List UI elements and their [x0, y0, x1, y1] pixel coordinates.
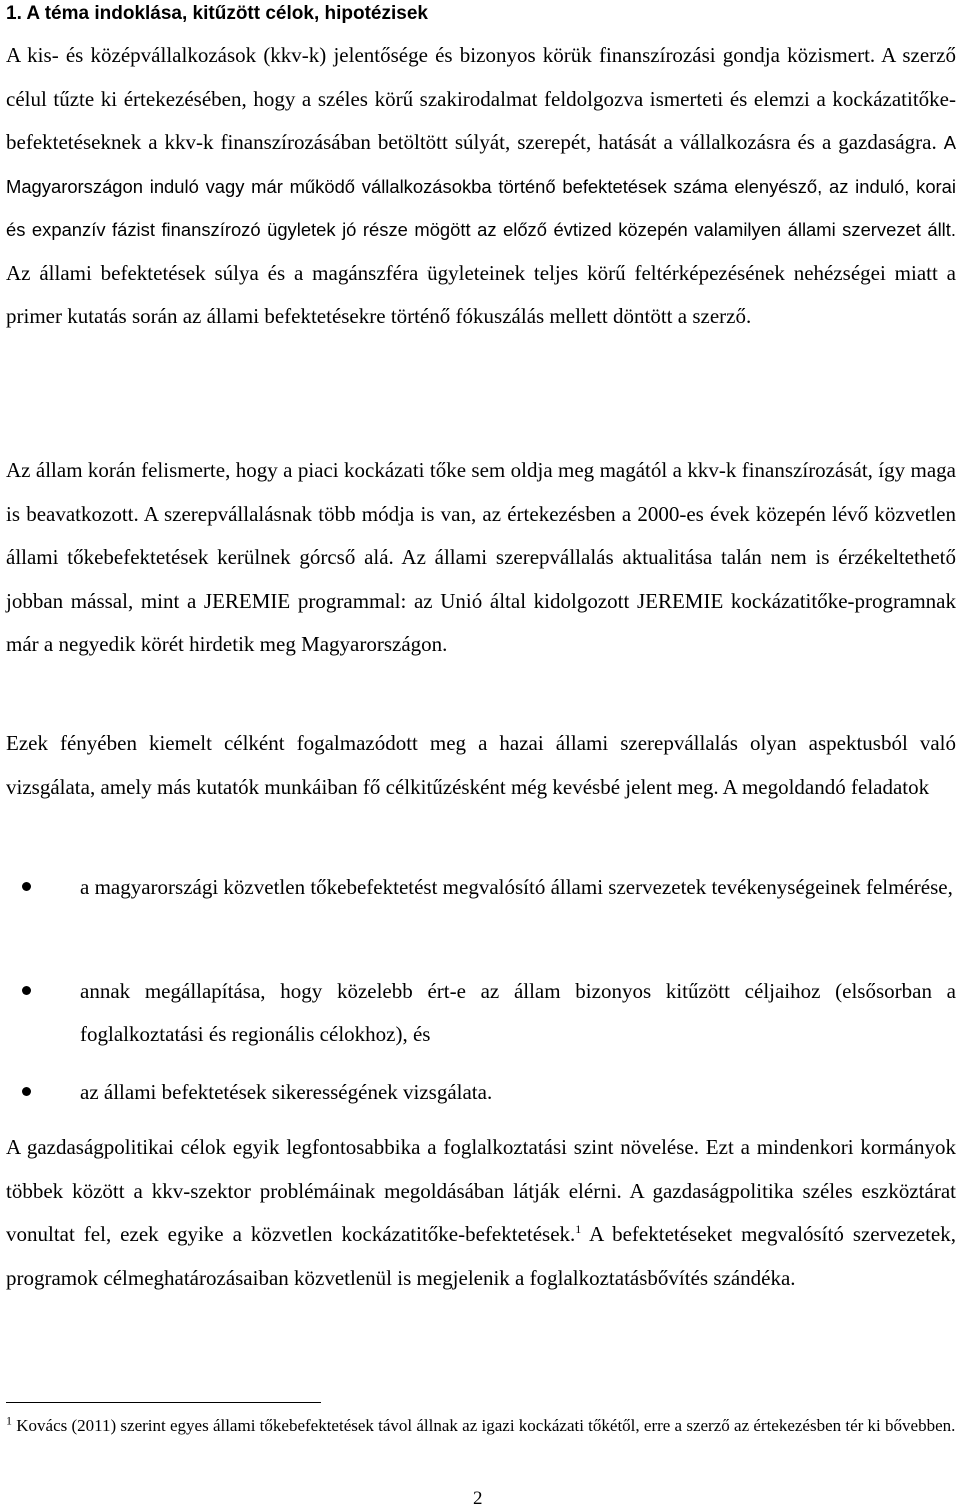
- paragraph-goals: Ezek fényében kiemelt célként fogalmazódott meg a hazai állami szerepvállalás olyan aspektusból való vizsgálata, amely más kutatók munkáiban fő célkitűzésként még kevésbé jelent meg. A megoldandó feladatok: [6, 731, 956, 799]
- paragraph-state-role: Az állam korán felismerte, hogy a piaci kockázati tőke sem oldja meg magától a kkv-k finanszírozását, így maga is beavatkozott. A szerepvállalásnak több módja is van, az értekezésben a 2000-es évek közepén lévő közvetlen állami tőkebefektetések kerülnek górcső alá. Az állami szerepvállalás aktualitása talán nem is érzékeltethető jobban mással, mint a JEREMIE programmal: az Unió által kidolgozott JEREMIE kockázatitőke-programnak már a negyedik körét hirdetik meg Magyarországon.: [6, 458, 956, 656]
- footnote-reference: 1: [575, 1222, 582, 1236]
- paragraph-intro-part-3: Az állami befektetések súlya és a magánszféra ügyleteinek teljes körű feltérképezésének nehézségei miatt a primer kutatás során az állami befektetésekre történő fókuszálás mellett döntött a szerző.: [6, 260, 956, 328]
- task-text: az állami befektetések sikerességének vizsgálata.: [80, 1080, 493, 1104]
- paragraph-employment-text-after: A befektetéseket megvalósító szervezetek, programok célmeghatározásaiban közvetlenül is megjelenik a foglalkoztatásbővítés szándéka.: [6, 1222, 956, 1290]
- task-list-item: [80, 866, 956, 909]
- page-number: 2: [473, 1488, 483, 1509]
- paragraph-employment-text: A gazdaságpolitikai célok egyik legfontosabbika a foglalkoztatási szint növelése. Ezt a mindenkori kormányok többek között a kkv-szektor problémáinak megoldásában látják elérni. A gazdaságpolitika széles eszköztárat vonultat fel, ezek egyike a közvetlen kockázatitőke-befektetések.: [6, 1135, 956, 1246]
- footnote-text: Kovács (2011) szerint egyes állami tőkebefektetések távol állnak az igazi kockázati tőkétől, erre a szerző az értekezésben tér ki bővebben.: [12, 1416, 956, 1435]
- paragraph-intro: [6, 34, 956, 339]
- paragraph-intro-part-2: A Magyarországon induló vagy már működő vállalkozásokba történő befektetések száma elenyésző, az induló, korai és expanzív fázist finanszírozó ügyletek jó része mögött az előző évtized közepén valamilyen állami szervezet állt.: [6, 132, 956, 240]
- paragraph-intro-part-1: A kis- és középvállalkozások (kkv-k) jelentősége és bizonyos körük finanszírozási gondja közismert. A szerző célul tűzte ki értekezésében, hogy a széles körű szakirodalmat feldolgozva ismerteti és elemzi a kockázatitőke-befektetéseknek a kkv-k finanszírozásában betöltött súlyát, szerepét, hatását a vállalkozásra és a gazdaságra.: [6, 43, 956, 154]
- bullet-icon: [22, 882, 31, 891]
- footnote: [6, 1414, 956, 1438]
- footnote-divider: [6, 1402, 321, 1403]
- task-list-item: [80, 1071, 956, 1114]
- task-list-item: [80, 970, 956, 1056]
- bullet-icon: [22, 1087, 31, 1096]
- task-text: a magyarországi közvetlen tőkebefektetést megvalósító állami szervezetek tevékenységeinek felmérése,: [80, 875, 953, 899]
- bullet-icon: [22, 986, 31, 995]
- section-heading: 1. A téma indoklása, kitűzött célok, hipotézisek: [6, 3, 428, 24]
- footnote-marker: 1: [6, 1413, 12, 1428]
- task-text: annak megállapítása, hogy közelebb ért-e az állam bizonyos kitűzött céljaihoz (elsősorban a foglalkoztatási és regionális célokhoz), és: [80, 979, 956, 1046]
- paragraph-employment: [6, 1126, 956, 1300]
